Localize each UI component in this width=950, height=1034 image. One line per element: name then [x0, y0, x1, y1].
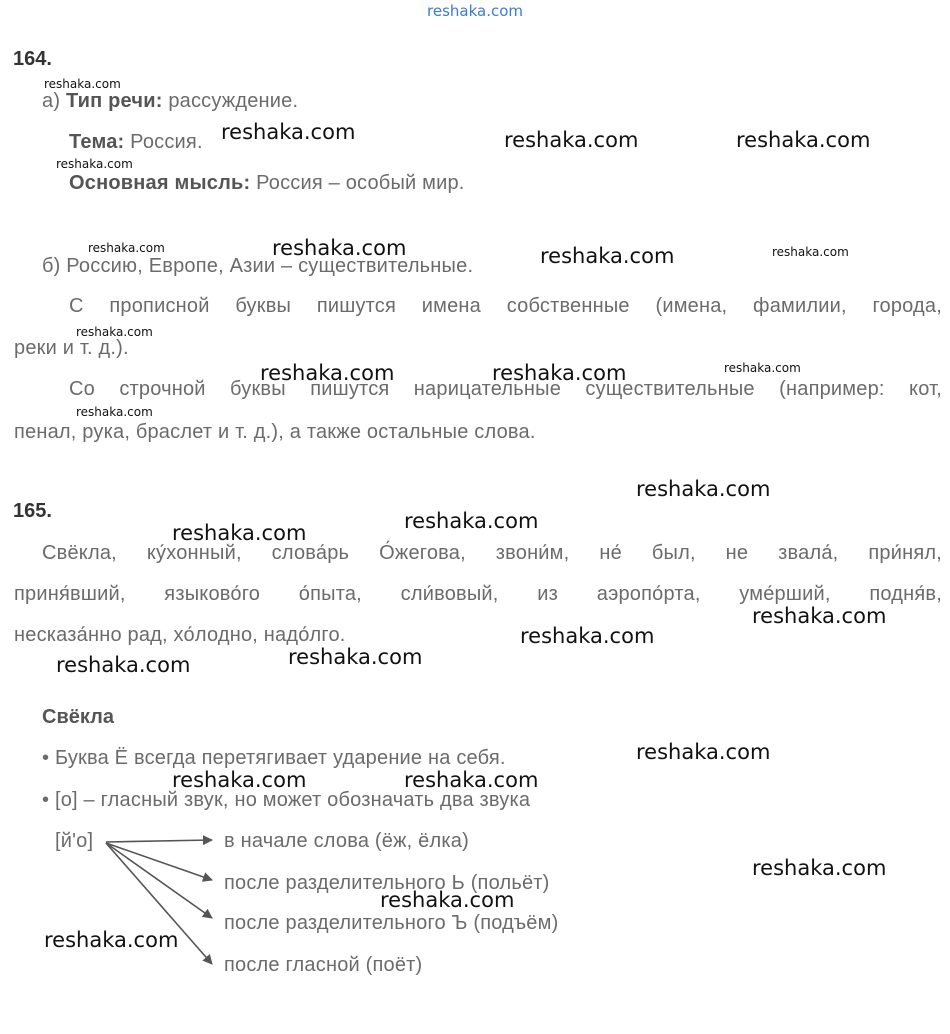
watermark: reshaka.com — [724, 361, 801, 375]
watermark: reshaka.com — [636, 740, 771, 764]
main-idea-value: Россия – особый мир. — [250, 172, 465, 194]
theme-value: Россия. — [124, 131, 203, 153]
watermark: reshaka.com — [56, 157, 133, 171]
watermark: reshaka.com — [380, 888, 515, 912]
watermark: reshaka.com — [540, 244, 675, 268]
watermark-top[interactable]: reshaka.com — [427, 2, 523, 20]
task-165-number: 165. — [13, 500, 52, 522]
capital-letters-text: С прописной буквы пишутся имена собственные (имена, фамилии, города, — [69, 295, 942, 317]
speech-type-value: рассуждение. — [162, 90, 299, 112]
case-word-start: в начале слова (ёж, ёлка) — [224, 830, 469, 852]
lowercase-text: Со строчной буквы пишутся нарицательные существительные (например: кот, — [69, 378, 942, 400]
case-after-vowel: после гласной (поёт) — [224, 954, 423, 976]
watermark: reshaka.com — [221, 120, 356, 144]
watermark: reshaka.com — [172, 768, 307, 792]
lowercase-para-line2: пенал, рука, браслет и т. д.), а также остальные слова. — [14, 421, 536, 443]
watermark: reshaka.com — [260, 361, 395, 385]
speech-type-label: Тип речи: — [65, 90, 163, 112]
case-hard-sign: после разделительного Ъ (подъём) — [224, 912, 559, 934]
watermark: reshaka.com — [44, 928, 179, 952]
item-b-line: б) Россию, Европе, Азии – существительные. — [42, 255, 474, 277]
watermark: reshaka.com — [504, 128, 639, 152]
words-line2: приня́вший, языково́го о́пыта, сли́вовый, из аэропо́рта, уме́рший, подня́в, — [14, 583, 942, 605]
watermark: reshaka.com — [272, 236, 407, 260]
watermark: reshaka.com — [404, 509, 539, 533]
sound-transcription: [й'о] — [55, 830, 94, 852]
watermark: reshaka.com — [752, 856, 887, 880]
main-idea-label: Основная мысль: — [69, 172, 251, 194]
watermark: reshaka.com — [492, 361, 627, 385]
watermark: reshaka.com — [636, 477, 771, 501]
task-164-number: 164. — [13, 48, 52, 70]
watermark: reshaka.com — [44, 77, 121, 91]
watermark: reshaka.com — [56, 653, 191, 677]
subtitle-svekla: Свёкла — [42, 706, 114, 728]
item-a-prefix: а) — [42, 90, 66, 112]
case-soft-sign: после разделительного Ь (польёт) — [224, 872, 550, 894]
bullet-two-sounds: • [о] – гласный звук, но может обозначать два звука — [42, 789, 531, 811]
capital-letters-para-line2: реки и т. д.). — [14, 337, 129, 359]
watermark: reshaka.com — [404, 768, 539, 792]
theme-label: Тема: — [69, 131, 125, 153]
watermark: reshaka.com — [172, 521, 307, 545]
watermark: reshaka.com — [76, 325, 153, 339]
bullet-yo-stress: • Буква Ё всегда перетягивает ударение на себя. — [42, 747, 506, 769]
watermark: reshaka.com — [88, 241, 165, 255]
arrow-1 — [106, 840, 212, 842]
words-line3: несказа́нно рад, хо́лодно, надо́лго. — [14, 624, 346, 646]
watermark: reshaka.com — [772, 245, 849, 259]
watermark: reshaka.com — [288, 645, 423, 669]
words-line1-text: Свёкла, ку́хонный, слова́рь О́жегова, звони́м, не́ был, не звала́, при́нял, — [42, 542, 942, 564]
watermark: reshaka.com — [520, 624, 655, 648]
watermark: reshaka.com — [76, 405, 153, 419]
watermark: reshaka.com — [752, 604, 887, 628]
watermark: reshaka.com — [736, 128, 871, 152]
arrow-3 — [106, 843, 212, 918]
